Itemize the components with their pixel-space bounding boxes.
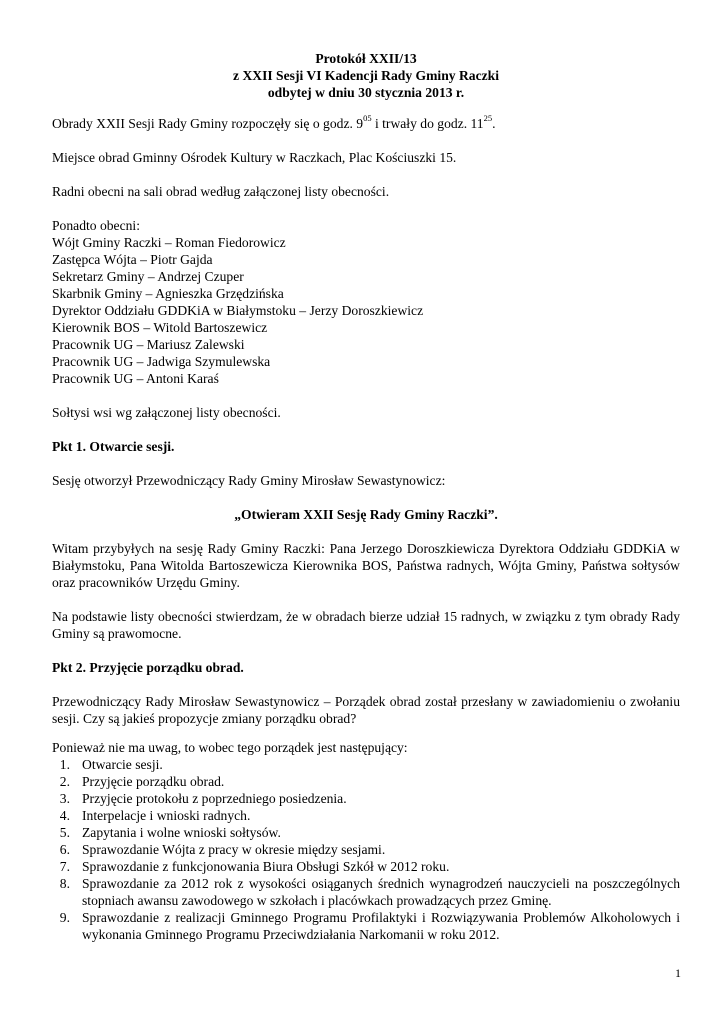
page-number: 1 [675,966,681,980]
also-present-label: Ponadto obecni: [52,218,140,233]
list-item: Sekretarz Gminy – Andrzej Czuper [52,269,244,284]
agenda-item: 7. Sprawozdanie z funkcjonowania Biura Obsługi Szkół w 2012 roku. [59,859,450,874]
opening-times: Obrady XXII Sesji Rady Gminy rozpoczęły się o godz. $9^{05}$ i trwały do godz. $11^{25}$. [52,113,496,131]
agenda-item: 1. Otwarcie sesji. [59,757,163,772]
section-1-heading: Pkt 1. Otwarcie sesji. [52,439,175,454]
list-item: Pracownik UG – Mariusz Zalewski [52,337,245,352]
list-item: Kierownik BOS – Witold Bartoszewicz [52,320,268,335]
list-item: Pracownik UG – Jadwiga Szymulewska [52,354,271,369]
list-item: Pracownik UG – Antoni Karaś [52,371,219,386]
agenda-item: 4. Interpelacje i wnioski radnych. [59,808,251,823]
agenda-question: Przewodniczący Rady Mirosław Sewastynowicz – Porządek obrad został przesłany w zawiadomieniu o zwołaniu sesji. Czy są jakieś propozycje zmiany porządku obrad? [52,694,680,726]
agenda-item: 3. Przyjęcie protokołu z poprzedniego posiedzenia. [59,791,347,806]
list-item: Skarbnik Gminy – Agnieszka Grzędzińska [52,286,284,301]
session-title: z XXII Sesji VI Kadencji Rady Gminy Raczki [233,68,499,83]
opening-quote: „Otwieram XXII Sesję Rady Gminy Raczki”. [234,507,498,522]
list-item: Zastępca Wójta – Piotr Gajda [52,252,213,267]
list-item: Dyrektor Oddziału GDDKiA w Białymstoku – Jerzy Doroszkiewicz [52,303,424,318]
agenda-lead: Ponieważ nie ma uwag, to wobec tego porządek jest następujący: [52,740,408,755]
welcome-paragraph: Witam przybyłych na sesję Rady Gminy Raczki: Pana Jerzego Doroszkiewicza Dyrektora Oddziału GDDKiA w Białymstoku, Pana Witolda Bartoszewicza Kierownika BOS, Państwa radnych, Wójta Gminy, Państwa sołtysów oraz pracowników Urzędu Gminy. [52,541,680,590]
session-date: odbytej w dniu 30 stycznia 2013 r. [267,85,465,100]
agenda-list [52,756,680,943]
agenda-item: 8. Sprawozdanie za 2012 rok z wysokości osiąganych średnich wynagrodzeń nauczycieli na poszczególnych stopniach awansu zawodowego w szkołach i placówkach prowadzących przez Gminę. [59,876,680,908]
agenda-item: 2. Przyjęcie porządku obrad. [59,774,225,789]
document-page [52,50,680,943]
list-item: Wójt Gminy Raczki – Roman Fiedorowicz [52,235,286,250]
agenda-item: 6. Sprawozdanie Wójta z pracy w okresie między sesjami. [59,842,386,857]
protocol-number: Protokół XXII/13 [315,51,417,66]
agenda-item: 5. Zapytania i wolne wnioski sołtysów. [59,825,281,840]
section-1-intro: Sesję otworzył Przewodniczący Rady Gminy Mirosław Sewastynowicz: [52,473,446,488]
attendance-note: Radni obecni na sali obrad według załączonej listy obecności. [52,184,390,199]
meeting-location: Miejsce obrad Gminny Ośrodek Kultury w Raczkach, Plac Kościuszki 15. [52,150,457,165]
section-2-heading: Pkt 2. Przyjęcie porządku obrad. [52,660,244,675]
soltysi-note: Sołtysi wsi wg załączonej listy obecności. [52,405,281,420]
also-present-list [52,234,680,387]
agenda-item: 9. Sprawozdanie z realizacji Gminnego Programu Profilaktyki i Rozwiązywania Problemów Alkoholowych i wykonania Gminnego Programu Przeciwdziałania Narkomanii w roku 2012. [59,910,680,942]
quorum-paragraph: Na podstawie listy obecności stwierdzam, że w obradach bierze udział 15 radnych, w związku z tym obrady Rady Gminy są prawomocne. [52,609,680,641]
